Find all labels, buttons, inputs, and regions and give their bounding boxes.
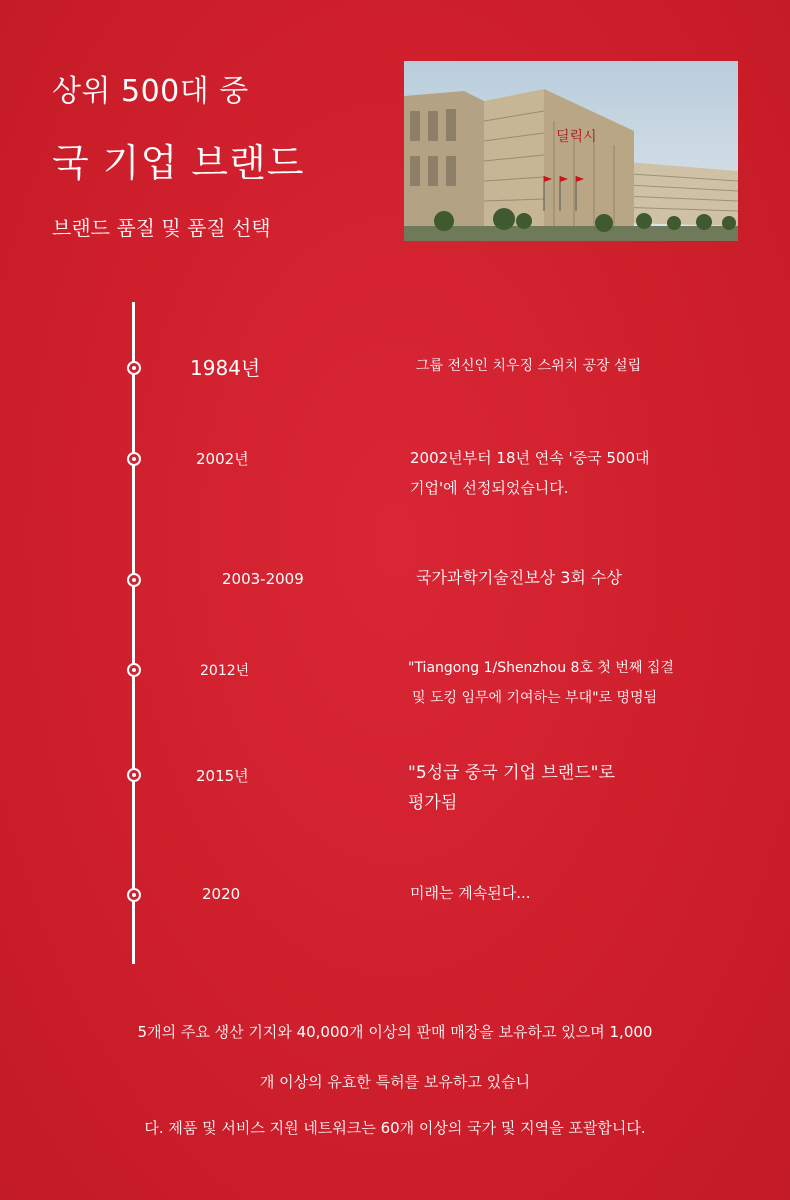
timeline-year: 2020 — [202, 885, 241, 903]
timeline-desc-line: 미래는 계속된다... — [410, 884, 531, 902]
timeline-desc — [416, 563, 622, 593]
timeline-dot-icon — [127, 888, 141, 902]
timeline-desc — [410, 878, 531, 908]
page-title-line2: 국 기업 브랜드 — [52, 141, 305, 185]
footer-line: 개 이상의 유효한 특허를 보유하고 있습니 — [259, 1073, 531, 1091]
timeline-year: 2002년 — [196, 450, 249, 468]
timeline-desc-line: 및 도킹 임무에 기여하는 부대"로 명명됨 — [412, 690, 658, 706]
timeline-desc — [416, 351, 641, 381]
timeline-desc-line: 그룹 전신인 치우징 스위치 공장 설립 — [416, 358, 642, 374]
timeline-desc-line: 국가과학기술진보상 3회 수상 — [416, 568, 622, 587]
footer-line: 다. 제품 및 서비스 지원 네트워크는 60개 이상의 국가 및 지역을 포괄합니다. — [144, 1119, 646, 1137]
timeline-desc-line: "5성급 중국 기업 브랜드"로 — [408, 763, 615, 783]
timeline-dot-icon — [127, 361, 141, 375]
timeline-axis — [132, 302, 135, 964]
timeline-year: 2015년 — [196, 767, 249, 785]
timeline-year: 2003-2009 — [222, 570, 304, 588]
page-title-line1: 상위 500대 중 — [52, 74, 249, 109]
timeline-dot-icon — [127, 768, 141, 782]
timeline-dot-icon — [127, 452, 141, 466]
timeline-desc — [408, 653, 674, 713]
timeline-desc-line: 2002년부터 18년 연속 '중국 500대 — [410, 449, 650, 467]
timeline-desc-line: 평가됨 — [408, 793, 458, 813]
timeline-desc-line: 기업'에 선정되었습니다. — [410, 479, 569, 497]
timeline-desc — [408, 758, 615, 818]
footer-line: 5개의 주요 생산 기지와 40,000개 이상의 판매 매장을 보유하고 있으며 1,000 — [137, 1023, 653, 1041]
timeline-desc-line: "Tiangong 1/Shenzhou 8호 첫 번째 집결 — [408, 660, 674, 676]
timeline-desc — [410, 443, 650, 503]
timeline-year: 1984년 — [190, 356, 261, 380]
factory-sign-text: 딜릭시 — [556, 129, 597, 145]
timeline-dot-icon — [127, 573, 141, 587]
timeline-year: 2012년 — [200, 663, 250, 679]
page-subtitle: 브랜드 품질 및 품질 선택 — [52, 216, 271, 240]
timeline-dot-icon — [127, 663, 141, 677]
factory-building-photo — [404, 61, 738, 241]
